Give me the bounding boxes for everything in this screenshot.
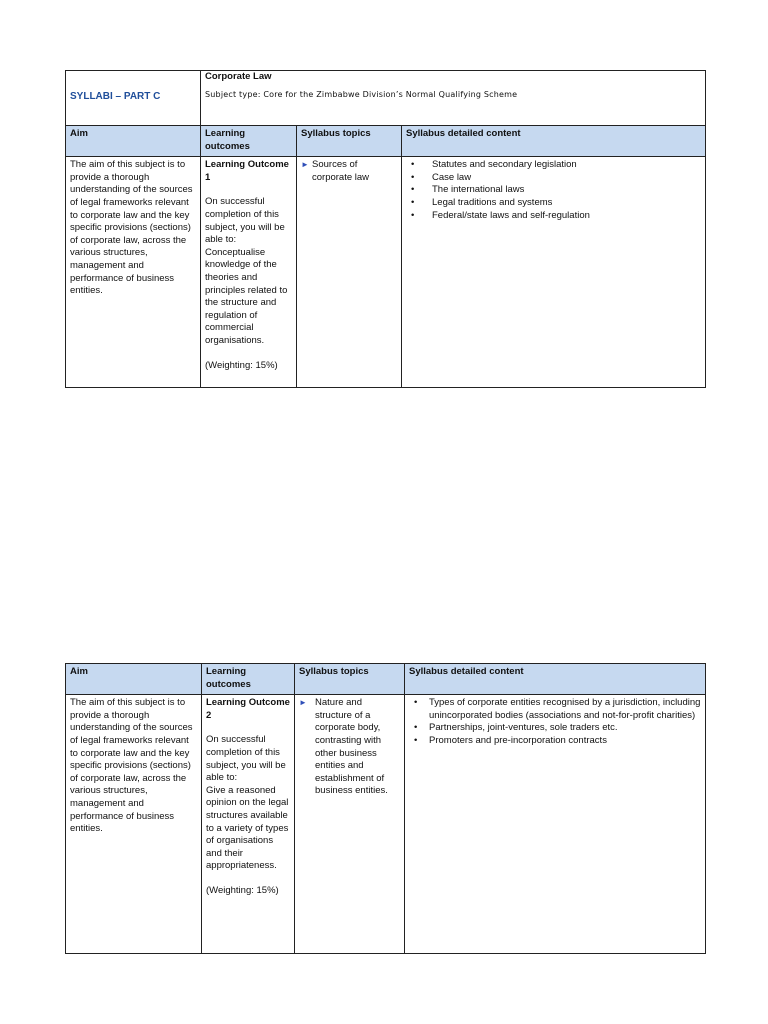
header-aim: Aim — [66, 126, 201, 157]
learning-outcome-cell — [202, 695, 295, 954]
list-item: • Legal traditions and systems — [406, 197, 701, 210]
bullet-icon: • — [411, 159, 415, 171]
learning-outcome-cell — [201, 157, 297, 388]
list-item: • Types of corporate entities recognised by a jurisdiction, including unincorporated bodies (associations and not-for-profit charities) — [409, 697, 701, 722]
list-item: • Partnerships, joint-ventures, sole traders etc. — [409, 722, 701, 735]
aim-cell: The aim of this subject is to provide a thorough understanding of the sources of legal frameworks relevant to corporate law and the key specific provisions (sections) of corporate law, across the various structures, management and performance of business entities. — [66, 695, 202, 954]
table-header-row — [66, 664, 706, 695]
outcome-weighting: (Weighting: 15%) — [206, 884, 279, 896]
outcome-text: Give a reasoned opinion on the legal structures available to a variety of types of organisations and their appropriateness. — [206, 784, 289, 872]
subject-type: Subject type: Core for the Zimbabwe Division’s Normal Qualifying Scheme — [205, 89, 518, 99]
bullet-icon: • — [411, 209, 415, 221]
table-header-row — [66, 126, 706, 157]
topic-text: Sources of corporate law — [312, 159, 370, 183]
list-item: • The international laws — [406, 184, 701, 197]
outcome-title: Learning Outcome 1 — [205, 159, 289, 183]
topic-item — [299, 697, 400, 798]
content-list — [406, 159, 701, 222]
triangle-bullet-icon: ► — [299, 698, 307, 708]
header-syllabus-topics: Syllabus topics — [297, 126, 402, 157]
bullet-icon: • — [411, 196, 415, 208]
header-aim: Aim — [66, 664, 202, 695]
outcome-intro: On successful completion of this subject, you will be able to: — [205, 196, 285, 246]
content-list — [409, 697, 701, 747]
subject-header — [201, 71, 706, 126]
part-label: SYLLABI – PART C — [66, 71, 201, 126]
bullet-icon: • — [411, 184, 415, 196]
header-syllabus-topics: Syllabus topics — [295, 664, 405, 695]
syllabus-topic-cell — [297, 157, 402, 388]
bullet-icon: • — [414, 722, 418, 734]
topic-text: Nature and structure of a corporate body, contrasting with other business entities and establishment of business entities. — [315, 697, 388, 797]
syllabus-table-outcome-1 — [65, 70, 706, 388]
outcome-weighting: (Weighting: 15%) — [205, 359, 278, 371]
triangle-bullet-icon: ► — [301, 160, 309, 170]
detailed-content-cell — [402, 157, 706, 388]
bullet-icon: • — [414, 734, 418, 746]
table-title-row — [66, 71, 706, 126]
table-row — [66, 157, 706, 388]
list-item: • Promoters and pre-incorporation contracts — [409, 735, 701, 748]
detailed-content-cell — [405, 695, 706, 954]
subject-title: Corporate Law — [205, 71, 272, 82]
table-row — [66, 695, 706, 954]
header-detailed-content: Syllabus detailed content — [405, 664, 706, 695]
header-learning-outcomes: Learning outcomes — [201, 126, 297, 157]
outcome-title: Learning Outcome 2 — [206, 697, 290, 721]
syllabus-table-outcome-2 — [65, 663, 706, 954]
list-item: • Federal/state laws and self-regulation — [406, 210, 701, 223]
header-learning-outcomes: Learning outcomes — [202, 664, 295, 695]
bullet-icon: • — [414, 697, 418, 709]
aim-cell: The aim of this subject is to provide a thorough understanding of the sources of legal frameworks relevant to corporate law and the key specific provisions (sections) of corporate law, across the various structures, management and performance of business entities. — [66, 157, 201, 388]
topic-item — [301, 159, 397, 184]
outcome-text: Conceptualise knowledge of the theories and principles related to the structure and regulation of commercial organisations. — [205, 246, 288, 346]
outcome-intro: On successful completion of this subject, you will be able to: — [206, 734, 286, 784]
header-detailed-content: Syllabus detailed content — [402, 126, 706, 157]
syllabus-topic-cell — [295, 695, 405, 954]
list-item: • Statutes and secondary legislation — [406, 159, 701, 172]
list-item: • Case law — [406, 172, 701, 185]
bullet-icon: • — [411, 171, 415, 183]
